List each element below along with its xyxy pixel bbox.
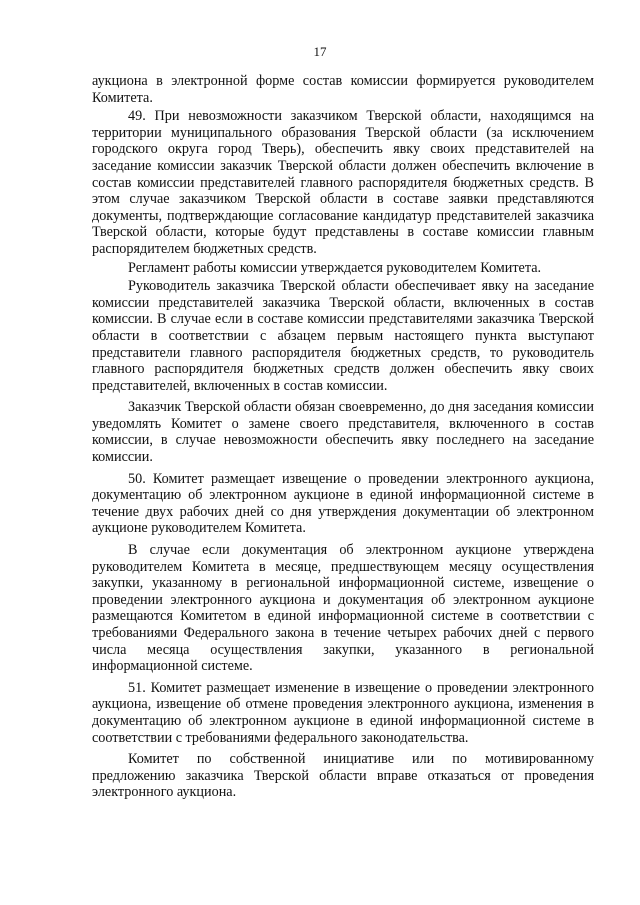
paragraph-item-49: 49. При невозможности заказчиком Тверской области, находящимся на территории муниципального образования Тверской области (за исключением городского округа город Тверь), обеспечить явку своих представителей на заседание комиссии заказчик Тверской области должен обеспечить включение в состав комиссии представителей главного распорядителя бюджетных средств. В этом случае заказчиком Тверской области в составе заявки представляются документы, подтверждающие согласование кандидатур представителей заказчика Тверской области, которые будут представлены в составе комиссии главным распорядителем бюджетных средств. [92, 108, 594, 257]
paragraph-replacement-notice: Заказчик Тверской области обязан своевременно, до дня заседания комиссии уведомлять Комитет о замене своего представителя, включенного в состав комиссии, в случае невозможности обеспечить явку последнего на заседание комиссии. [92, 399, 594, 466]
paragraph-item-51: 51. Комитет размещает изменение в извещение о проведении электронного аукциона, извещение об отмене проведения электронного аукциона, изменения в документацию об электронном аукционе в единой информационной системе в соответствии с требованиями федерального законодательства. [92, 679, 594, 746]
paragraph-continuation: аукциона в электронной форме состав комиссии формируется руководителем Комитета. [92, 73, 594, 106]
document-body [92, 73, 594, 803]
paragraph-documentation-timing: В случае если документация об электронном аукционе утверждена руководителем Комитета в месяце, предшествующем месяцу осуществления закупки, указанному в региональной информационной системе, извещение о проведении электронного аукциона и документация об электронном аукционе размещаются Комитетом в единой информационной системе в соответствии с требованиями Федерального закона в течение четырех рабочих дней с первого числа месяца осуществления закупки, указанного в региональной информационной системе. [92, 542, 594, 675]
page-number: 17 [313, 44, 327, 59]
paragraph-commission-regulations: Регламент работы комиссии утверждается руководителем Комитета. [128, 259, 542, 276]
paragraph-customer-head-attendance: Руководитель заказчика Тверской области обеспечивает явку на заседание комиссии представителей заказчика Тверской области, включенных в состав комиссии. В случае если в составе комиссии представителями заказчика Тверской области в соответствии с абзацем первым настоящего пункта выступают представители главного распорядителя бюджетных средств, то руководитель главного распорядителя бюджетных средств должен обеспечить явку своих представителей, включенных в состав комиссии. [92, 278, 594, 394]
paragraph-item-50: 50. Комитет размещает извещение о проведении электронного аукциона, документацию об электронном аукционе в единой информационной системе в течение двух рабочих дней со дня утверждения документации об электронном аукционе руководителем Комитета. [92, 470, 594, 537]
paragraph-auction-cancellation: Комитет по собственной инициативе или по мотивированному предложению заказчика Тверской области вправе отказаться от проведения электронного аукциона. [92, 751, 594, 801]
